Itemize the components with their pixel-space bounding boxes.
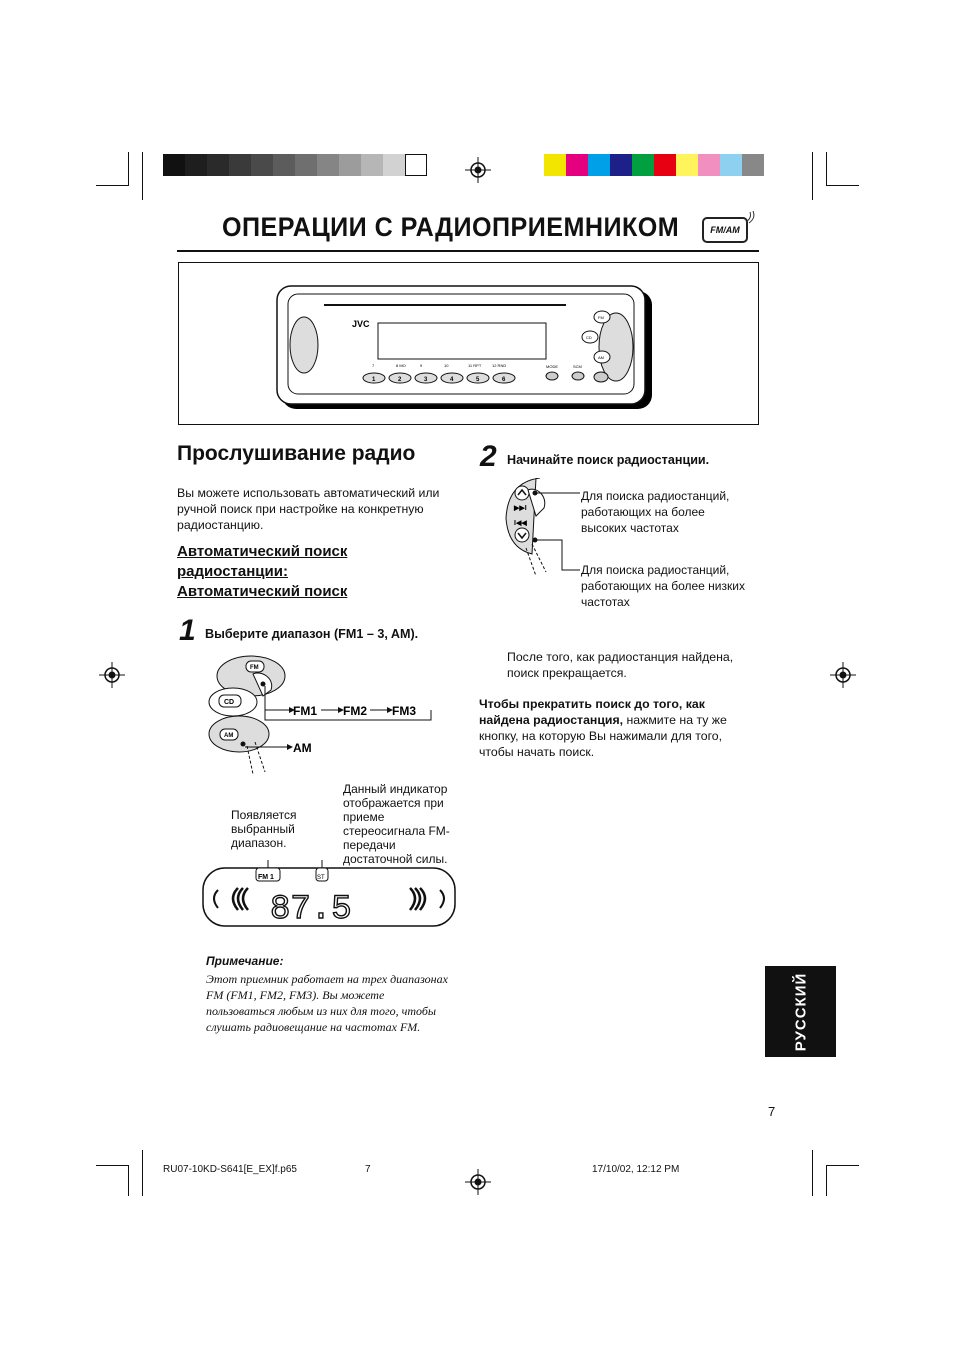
footer-file: RU07-10KD-S641[E_EX]f.p65 <box>163 1164 297 1175</box>
display-stereo: ST <box>317 875 325 881</box>
swatch <box>383 154 405 176</box>
after-search-text: После того, как радиостанция найдена, поиск прекращается. <box>507 650 734 680</box>
swatch <box>405 154 427 176</box>
step-2-heading: Начинайте поиск радиостанции. <box>507 453 710 467</box>
seek-up-label: Для поиска радиостанций, работающих на более высоких частотах <box>581 489 730 535</box>
preset-label: 9 <box>420 363 423 368</box>
display-frequency: 87.5 <box>270 891 352 928</box>
color-calibration-bar <box>544 154 764 176</box>
language-tab: РУССКИЙ <box>765 966 836 1057</box>
device-right-label: FM <box>598 315 604 320</box>
registration-mark-icon <box>465 1169 491 1195</box>
swatch <box>654 154 676 176</box>
swatch <box>229 154 251 176</box>
page-number: 7 <box>768 1104 776 1119</box>
grayscale-calibration-bar <box>163 154 427 176</box>
fm-am-badge: FM/AM <box>702 217 748 243</box>
scm-label: SCM <box>573 364 582 369</box>
preset-number: 2 <box>398 377 402 383</box>
display-band: FM 1 <box>258 874 274 881</box>
swatch <box>295 154 317 176</box>
footer-page: 7 <box>365 1164 371 1175</box>
swatch <box>317 154 339 176</box>
title-divider <box>177 250 759 252</box>
subsection-title: Автоматический поиск радиостанции: Автоматический поиск <box>177 543 348 600</box>
swatch <box>610 154 632 176</box>
band-label: Появляется выбранный диапазон. <box>231 808 297 850</box>
preset-label: 8 MO <box>396 363 406 368</box>
preset-number: 6 <box>502 377 506 383</box>
swatch <box>742 154 764 176</box>
device-right-label: CD <box>586 335 592 340</box>
footer-date: 17/10/02, 12:12 PM <box>592 1164 680 1175</box>
swatch <box>698 154 720 176</box>
swatch <box>632 154 654 176</box>
section-title: Прослушивание радио <box>177 442 416 465</box>
swatch <box>207 154 229 176</box>
am-button-label: AM <box>224 733 234 739</box>
mode-label: MODE <box>546 364 558 369</box>
preset-number: 3 <box>424 377 428 383</box>
intro-text: Вы можете использовать автоматический или ручной поиск при настройке на конкретную радиостанцию. <box>177 486 440 532</box>
stereo-label: Данный индикатор отображается при приеме стереосигнала FM-передачи достаточной силы. <box>343 782 450 866</box>
swatch <box>251 154 273 176</box>
am-label: AM <box>293 741 312 755</box>
car-stereo-faceplate <box>276 285 654 411</box>
device-right-label: AM <box>598 355 604 360</box>
seek-icon: ▶▶I <box>514 505 527 512</box>
swatch <box>566 154 588 176</box>
note-body: Этот приемник работает на трех диапазонах FM (FM1, FM2, FM3). Вы можете пользоваться любым из них для того, чтобы слушать радиовещание на частотах FM. <box>206 972 448 1034</box>
preset-number: 4 <box>450 377 454 383</box>
fm1-label: FM1 <box>293 704 317 718</box>
swatch <box>544 154 566 176</box>
preset-label: 11 RPT <box>468 363 482 368</box>
swatch <box>163 154 185 176</box>
device-brand: JVC <box>352 319 370 329</box>
fm-button-label: FM <box>250 665 259 671</box>
swatch <box>185 154 207 176</box>
seek-down-label: Для поиска радиостанций, работающих на более низких частотах <box>581 563 745 609</box>
swatch <box>339 154 361 176</box>
swatch <box>361 154 383 176</box>
swatch <box>588 154 610 176</box>
seek-buttons-diagram <box>502 478 582 578</box>
registration-mark-icon <box>830 662 856 688</box>
page-title: ОПЕРАЦИИ С РАДИОПРИЕМНИКОМ <box>222 212 680 242</box>
note-heading: Примечание: <box>206 954 284 968</box>
fm2-label: FM2 <box>343 704 367 718</box>
step-1-number: 1 <box>179 614 196 647</box>
preset-label: 12 RND <box>492 363 507 368</box>
preset-number: 5 <box>476 377 480 383</box>
step-2-number: 2 <box>480 440 497 473</box>
registration-mark-icon <box>99 662 125 688</box>
fm3-label: FM3 <box>392 704 416 718</box>
swatch <box>720 154 742 176</box>
step-1-heading: Выберите диапазон (FM1 – 3, AM). <box>205 627 419 641</box>
preset-label: 10 <box>444 363 449 368</box>
swatch <box>273 154 295 176</box>
cd-button-label: CD <box>224 699 235 706</box>
band-select-diagram <box>205 648 445 778</box>
preset-number: 1 <box>372 377 376 383</box>
radio-wave-icon <box>744 210 758 224</box>
registration-mark-icon <box>465 157 491 183</box>
stop-search-text: Чтобы прекратить поиск до того, как найдена радиостанция, нажмите на ту же кнопку, на которую Вы нажимали для того, чтобы начать поиск. <box>479 697 727 759</box>
lcd-display <box>202 860 458 928</box>
swatch <box>676 154 698 176</box>
preset-label: 7 <box>372 363 375 368</box>
seek-back-icon: I◀◀ <box>514 520 527 527</box>
